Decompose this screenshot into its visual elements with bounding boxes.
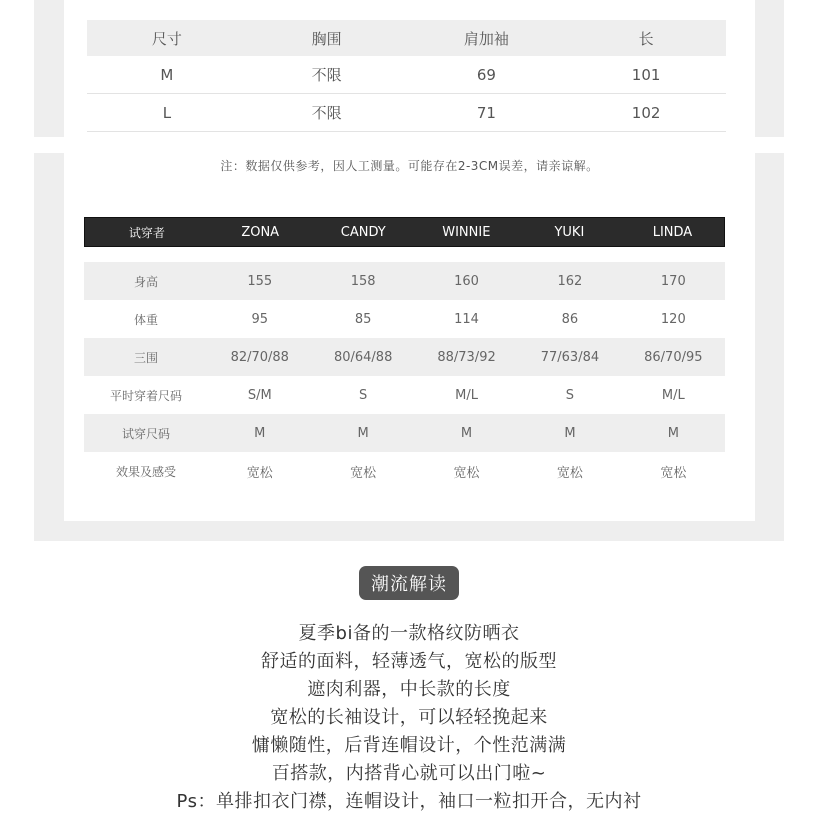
table-row [84,414,725,452]
table-cell: S/M [247,387,272,403]
row-label: 平时穿着尺码 [110,388,183,403]
table-cell: 86 [561,311,579,327]
model-header-cell: LINDA [652,224,693,240]
size-cell: 不限 [311,104,342,122]
table-cell: 95 [251,311,269,327]
description-line: 舒适的面料，轻薄透气，宽松的版型 [261,651,557,672]
table-row [87,94,726,132]
row-label: 三围 [134,350,159,365]
table-cell: S [565,387,575,403]
model-header-cell: YUKI [554,224,585,240]
measurement-note: 注：数据仅供参考，因人工测量。可能存在2-3CM误差，请亲谅解。 [220,159,599,173]
table-cell: S [359,387,368,403]
model-table [84,262,725,490]
size-header-cell: 长 [638,29,654,48]
description-line: 夏季bi备的一款格纹防晒衣 [298,623,520,644]
description-line: 宽松的长袖设计，可以轻轻挽起来 [270,707,548,728]
table-cell: M [564,425,576,441]
size-table [87,20,726,132]
table-cell: 宽松 [660,465,687,481]
model-header-cell: ZONA [241,224,280,240]
table-cell: 宽松 [246,465,273,481]
size-cell: L [162,103,172,122]
size-cell: 69 [476,65,496,84]
table-cell: 160 [454,273,479,289]
table-cell: M [254,425,266,441]
table-cell: 77/63/84 [540,349,600,365]
table-cell: 158 [350,273,376,289]
model-header-cell: 试穿者 [128,225,165,240]
table-row [84,452,725,490]
table-cell: 85 [354,311,372,327]
table-row [84,300,725,338]
description-line: 慵懒随性，后背连帽设计，个性范满满 [251,735,567,756]
size-cell: 不限 [311,66,342,84]
size-cell: 102 [631,103,661,122]
table-cell: 162 [557,273,583,289]
fashion-badge: 潮流解读 [359,566,459,600]
table-cell: 170 [660,273,686,289]
size-cell: 71 [476,103,496,122]
table-cell: M [460,425,473,441]
table-cell: M [667,425,679,441]
size-cell: M [160,65,174,84]
table-cell: 155 [247,273,273,289]
table-cell: 88/73/92 [437,349,496,365]
model-header-cell: CANDY [340,224,386,240]
size-header-cell: 胸围 [311,29,342,48]
table-cell: 86/70/95 [644,349,703,365]
fashion-description [0,620,818,816]
size-header-cell: 尺寸 [151,29,182,48]
table-cell: 80/64/88 [333,349,393,365]
description-line: 遮肉利器，中长款的长度 [307,679,511,700]
description-line: Ps：单排扣衣门襟，连帽设计，袖口一粒扣开合，无内衬 [176,791,642,812]
table-row [84,338,725,376]
description-line: 百搭款，内搭背心就可以出门啦~ [271,763,547,784]
table-cell: 82/70/88 [230,349,289,365]
row-label: 试穿尺码 [122,426,171,441]
table-cell: 宽松 [350,465,377,481]
size-header-cell: 肩加袖 [463,29,509,48]
model-table-header [84,217,725,247]
size-cell: 101 [631,65,661,84]
table-row [84,262,725,300]
row-label: 身高 [134,274,159,289]
row-label: 效果及感受 [116,464,177,479]
row-label: 体重 [134,312,159,327]
table-row [84,376,725,414]
table-cell: 宽松 [453,465,480,481]
table-cell: M [357,425,369,441]
table-row [87,56,726,94]
table-cell: 宽松 [556,465,583,481]
table-cell: M/L [661,387,685,403]
table-cell: M/L [455,387,478,403]
model-header-cell: WINNIE [442,224,491,240]
table-cell: 120 [660,311,686,327]
table-cell: 114 [454,311,479,327]
size-table-header [87,20,726,56]
